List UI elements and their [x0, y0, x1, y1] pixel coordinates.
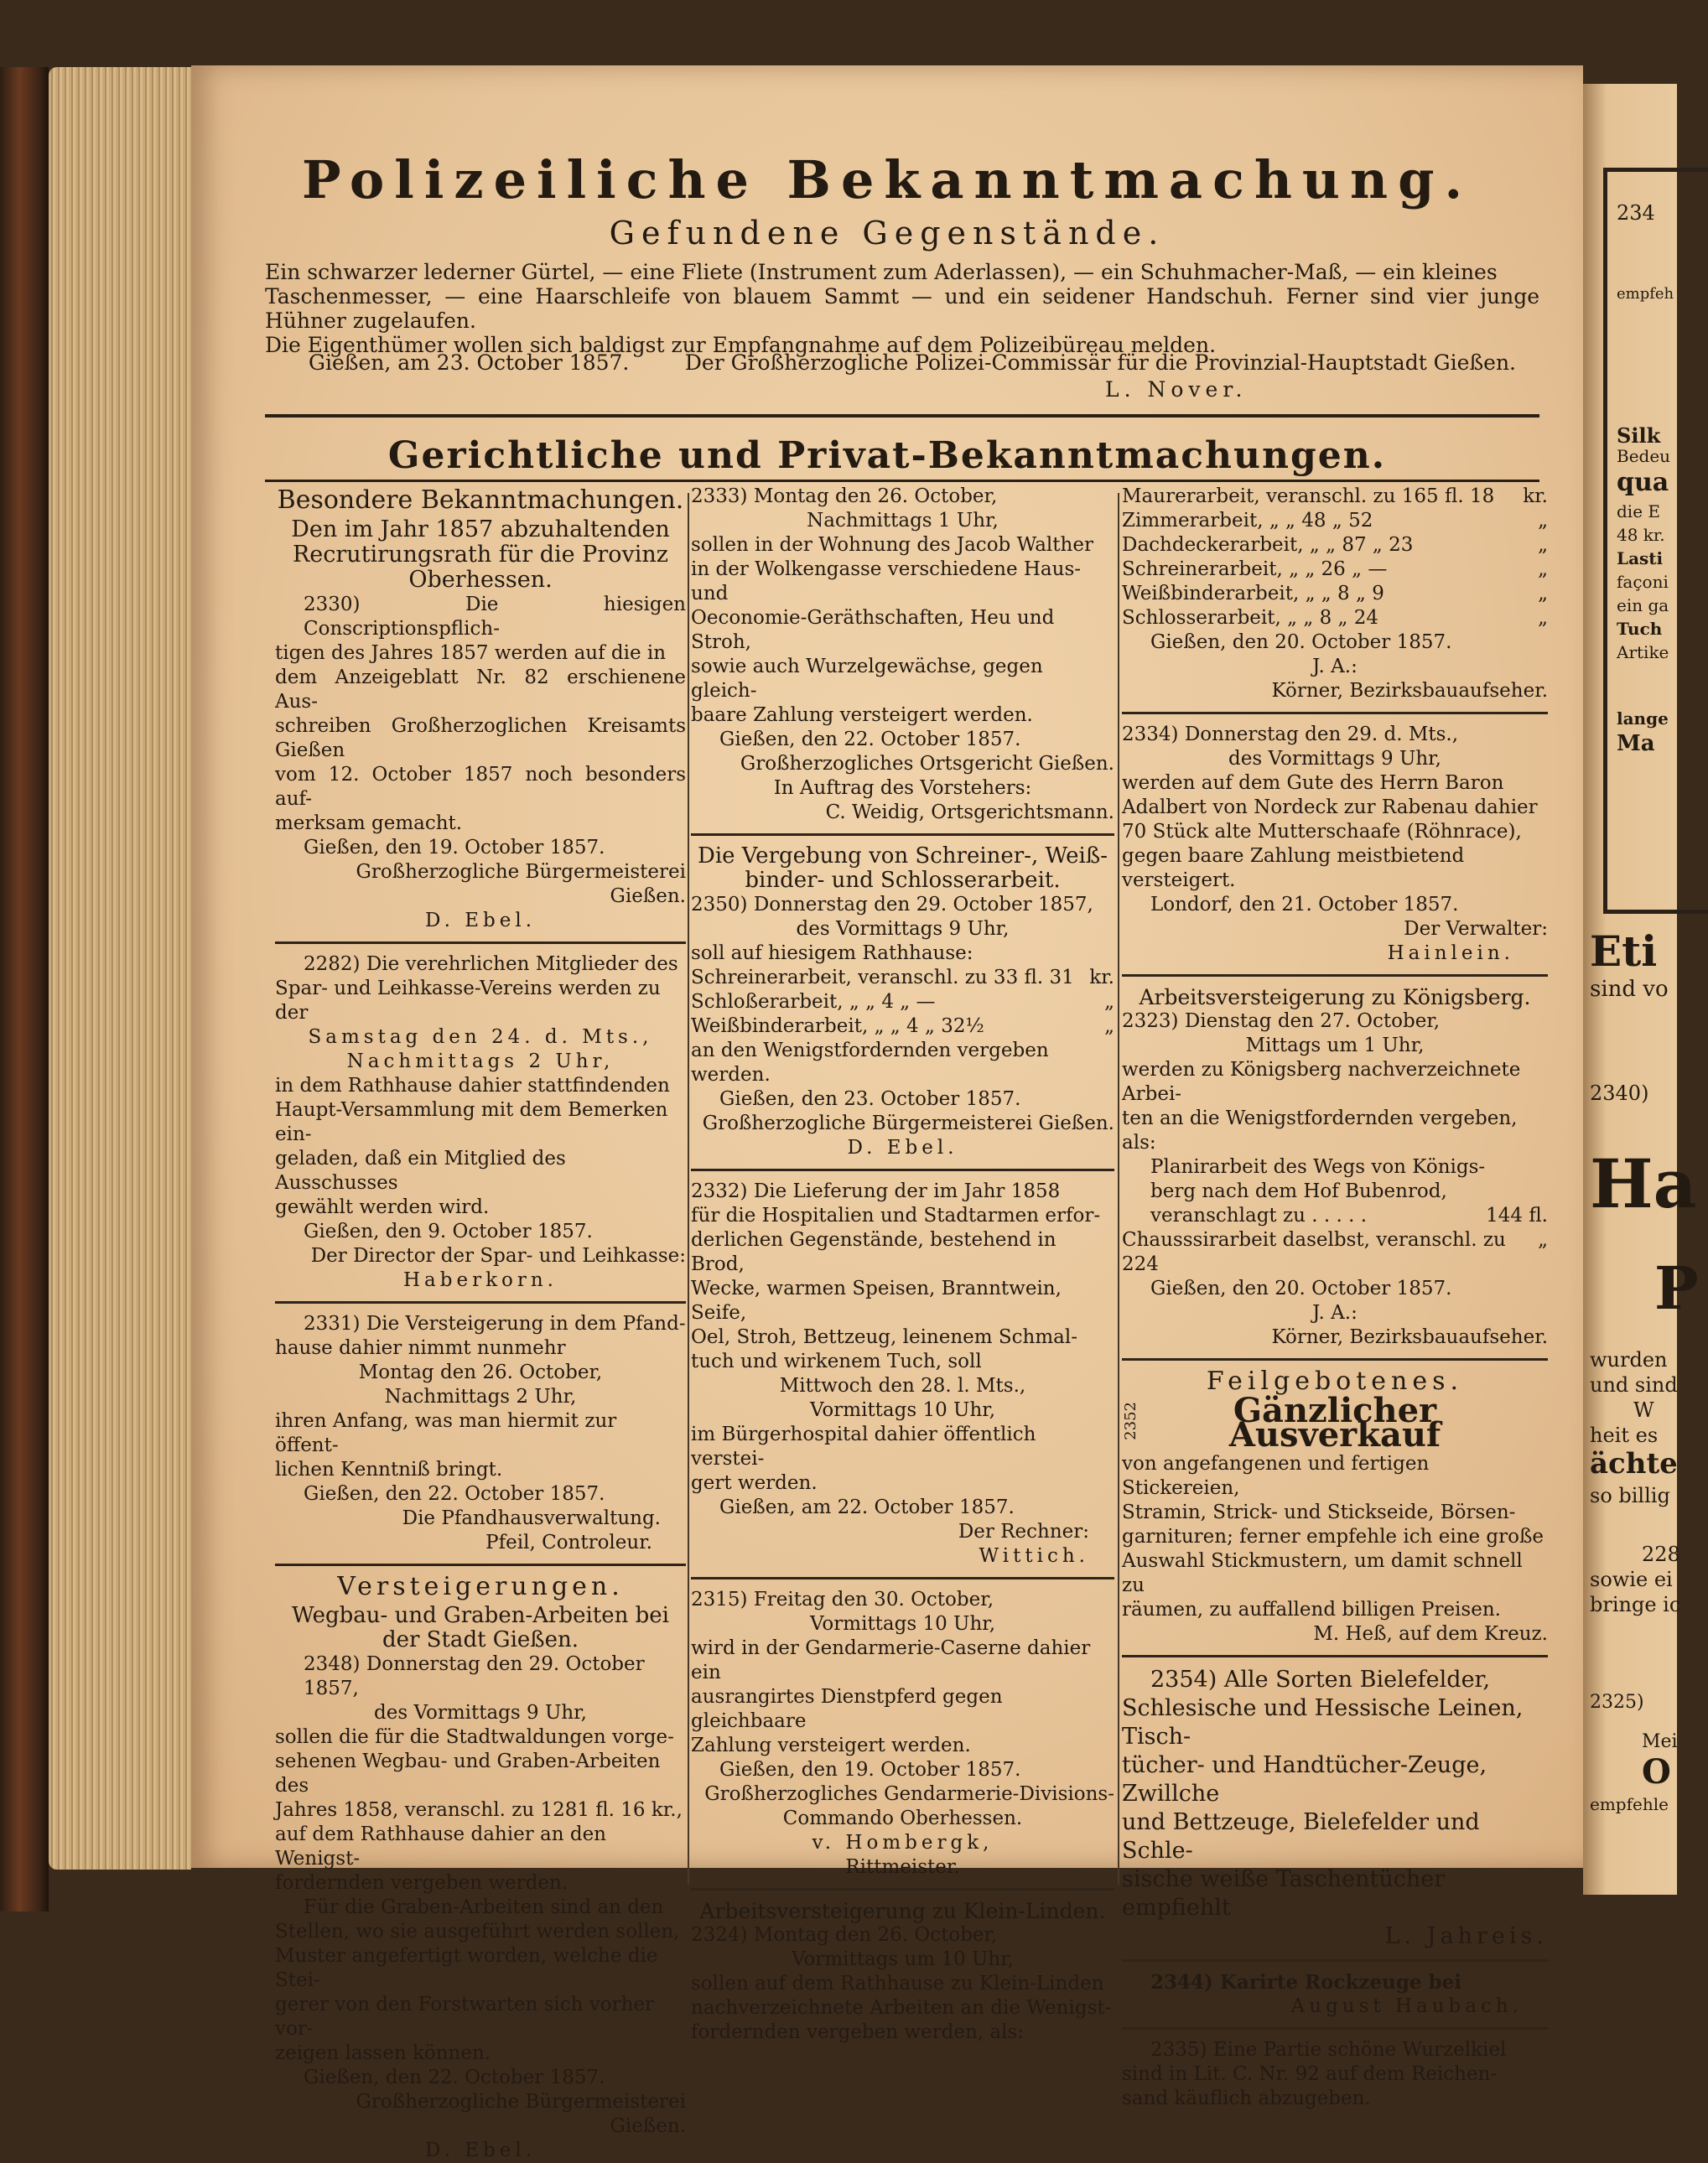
- notice-2354: [1122, 1666, 1548, 1951]
- facing-text: 2325): [1590, 1692, 1644, 1713]
- column-2: [691, 485, 1114, 2045]
- intro-line: Oberhessen.: [408, 567, 553, 593]
- divider: [275, 1564, 686, 1566]
- divider: [1122, 1358, 1548, 1361]
- notice-2333: [691, 485, 1114, 825]
- price-unit: kr.: [1523, 485, 1548, 507]
- authority-line: Großherzogliche Bürgermeisterei Gießen.: [702, 1113, 1114, 1134]
- authority-line: Großherzogliches Gendarmerie-Divisions-: [704, 1783, 1114, 1805]
- text-line: des Vormittags 9 Uhr,: [796, 918, 1010, 940]
- text-line: tuch und wirkenem Tuch, soll: [691, 1351, 982, 1372]
- text-line: Nachmittags 1 Uhr,: [807, 510, 999, 532]
- text-line: Jahres 1858, veranschl. zu 1281 fl. 16 kr.,: [275, 1799, 683, 1821]
- date-line: Gießen, den 20. October 1857.: [1150, 631, 1452, 653]
- text-line: Auswahl Stickmustern, um damit schnell zu: [1122, 1550, 1523, 1596]
- text-line: Nachmittags 2 Uhr,: [384, 1386, 577, 1408]
- signer-line: Körner, Bezirksbauaufseher.: [1271, 680, 1548, 702]
- signer-line: Pfeil, Controleur.: [485, 1532, 652, 1554]
- text-line: 2354) Alle Sorten Bielefelder,: [1150, 1667, 1491, 1693]
- authority-line: Der Verwalter:: [1404, 918, 1548, 940]
- text-line: 2344) Karirte Rockzeuge bei: [1150, 1971, 1462, 1994]
- price-unit: „: [1538, 607, 1548, 629]
- price-row: [1122, 606, 1548, 630]
- text-line: Samstag den 24. d. Mts.,: [308, 1026, 653, 1048]
- text-line: des Vormittags 9 Uhr,: [374, 1702, 587, 1724]
- text-line: ten an die Wenigstfordernden vergeben, als:: [1122, 1107, 1518, 1154]
- text-line: derlichen Gegenstände, bestehend in Brod,: [691, 1229, 1056, 1275]
- facing-text: Ha: [1590, 1144, 1697, 1223]
- text-line: 2282) Die verehrlichen Mitglieder des: [304, 953, 678, 975]
- text-line: Vormittags um 10 Uhr,: [791, 1948, 1015, 1970]
- signer-line: Rittmeister.: [845, 1856, 960, 1878]
- text-line: 2350) Donnerstag den 29. October 1857,: [691, 894, 1093, 916]
- text-line: Muster angefertigt worden, welche die Stei-: [275, 1945, 658, 1991]
- text-line: gert werden.: [691, 1472, 818, 1494]
- price-unit: „: [1104, 1015, 1114, 1037]
- price-unit: „: [1104, 991, 1114, 1013]
- divider: [691, 833, 1114, 836]
- text-line: sollen in der Wohnung des Jacob Walther: [691, 534, 1093, 556]
- divider: [275, 1301, 686, 1304]
- notice-2334: [1122, 723, 1548, 966]
- text-line: nachverzeichnete Arbeiten an die Wenigst-: [691, 1997, 1112, 2019]
- subheading: der Stadt Gießen.: [382, 1627, 579, 1652]
- text-line: Adalbert von Nordeck zur Rabenau dahier: [1122, 796, 1538, 818]
- notice-2350: [691, 893, 1114, 1160]
- column-rule: [688, 493, 689, 1885]
- notice-2331: [275, 1312, 686, 1555]
- versteigerungen-heading: Versteigerungen.: [337, 1572, 624, 1601]
- price-label: Schreinerarbeit, veranschl. zu 33 fl. 31: [691, 967, 1074, 988]
- text-line: lichen Kenntniß bringt.: [275, 1459, 503, 1481]
- facing-text: P: [1654, 1253, 1699, 1323]
- text-line: Nachmittags 2 Uhr,: [346, 1050, 615, 1072]
- text-line: Spar- und Leihkasse-Vereins werden zu der: [275, 978, 661, 1024]
- text-line: Zahlung versteigert werden.: [691, 1735, 971, 1756]
- text-line: von angefangenen und fertigen Stickereien,: [1122, 1453, 1430, 1499]
- price-row: [691, 990, 1114, 1014]
- facing-text: Mei: [1642, 1731, 1678, 1752]
- facing-text: ein ga: [1617, 595, 1669, 615]
- facing-text: 234: [1617, 201, 1655, 225]
- price-row: [691, 966, 1114, 990]
- text-line: auf dem Rathhause dahier an den Wenigst-: [275, 1823, 606, 1870]
- text-line: Wecke, warmen Speisen, Branntwein, Seife,: [691, 1278, 1062, 1324]
- text-line: 2315) Freitag den 30. October,: [691, 1589, 994, 1611]
- price-row: [691, 1014, 1114, 1039]
- text-line: 2333) Montag den 26. October,: [691, 485, 998, 507]
- feilgebotenes-heading: Feilgebotenes.: [1206, 1367, 1464, 1396]
- notice-2335: [1122, 2038, 1548, 2111]
- facing-text: Artike: [1617, 642, 1669, 662]
- date-line: Gießen, am 22. October 1857.: [719, 1496, 1015, 1518]
- text-line: für die Hospitalien und Stadtarmen erfor-: [691, 1205, 1101, 1227]
- text-line: fordernden vergeben werden.: [275, 1872, 568, 1894]
- text-line: sand käuflich abzugeben.: [1122, 2088, 1371, 2109]
- text-line: des Vormittags 9 Uhr,: [1228, 748, 1441, 770]
- notice-authority: Der Großherzogliche Polizei-Commissär für die Provinzial-Hauptstadt Gießen.: [684, 350, 1516, 375]
- price-label: Schloßerarbeit, „ „ 4 „ —: [691, 991, 936, 1013]
- divider: [1122, 712, 1548, 714]
- text-line: werden auf dem Gute des Herrn Baron: [1122, 772, 1504, 794]
- facing-text: sowie ei: [1590, 1568, 1673, 1591]
- text-line: sind in Lit. C. Nr. 92 auf dem Reichen-: [1122, 2063, 1498, 2085]
- facing-text: Eti: [1590, 926, 1658, 976]
- intro-line: Den im Jahr 1857 abzuhaltenden: [291, 516, 670, 542]
- authority-line: Die Pfandhausverwaltung.: [402, 1507, 661, 1529]
- date-line: Londorf, den 21. October 1857.: [1150, 894, 1459, 916]
- text-line: wird in der Gendarmerie-Caserne dahier ein: [691, 1637, 1091, 1683]
- section-title: Gerichtliche und Privat-Bekanntmachungen.: [387, 434, 1387, 477]
- price-row: [1122, 1204, 1548, 1228]
- header-divider: [265, 414, 1539, 418]
- authority-line: Großherzogliches Ortsgericht Gießen.: [740, 753, 1114, 775]
- text-line: soll auf hiesigem Rathhause:: [691, 942, 973, 964]
- notice-line: Ein schwarzer lederner Gürtel, — eine Fliete (Instrument zum Aderlassen), — ein Schuhmacher-Maß, — ein kleines: [265, 260, 1498, 284]
- signer-line: D. Ebel.: [424, 910, 537, 931]
- subheading: binder- und Schlosserarbeit.: [745, 868, 1061, 893]
- text-line: Mittwoch den 28. l. Mts.,: [779, 1375, 1026, 1397]
- subheading: Die Vergebung von Schreiner-, Weiß-: [697, 843, 1108, 869]
- facing-text: Tuch: [1617, 619, 1663, 639]
- signer-line: L. Jahreis.: [1384, 1923, 1548, 1949]
- text-line: 2348) Donnerstag den 29. October 1857,: [304, 1653, 645, 1699]
- text-line: fordernden vergeben werden, als:: [691, 2021, 1025, 2043]
- facing-text: die E: [1617, 501, 1660, 521]
- text-line: räumen, zu auffallend billigen Preisen.: [1122, 1599, 1501, 1621]
- police-notice: [265, 260, 1539, 357]
- facing-text: 48 kr.: [1617, 525, 1665, 545]
- notice-signer: L. Nover.: [1105, 377, 1248, 402]
- column-heading: Besondere Bekanntmachungen.: [277, 485, 684, 515]
- facing-text: empfeh: [1617, 285, 1674, 303]
- page-subtitle: Gefundene Gegenstände.: [609, 215, 1165, 252]
- facing-text: so billig: [1590, 1484, 1670, 1507]
- notice-2348: [275, 1652, 686, 2163]
- price-label: Weißbinderarbeit, „ „ 4 „ 32½: [691, 1015, 984, 1037]
- price-label: Schreinerarbeit, „ „ 26 „ —: [1122, 558, 1388, 580]
- signer-line: Körner, Bezirksbauaufseher.: [1271, 1326, 1548, 1348]
- signer-line: v. Hombergk,: [812, 1832, 994, 1854]
- page-edges: [49, 67, 191, 1870]
- notice-2315: [691, 1588, 1114, 1880]
- facing-text: bringe ic: [1590, 1593, 1681, 1616]
- signer-line: D. Ebel.: [424, 2140, 537, 2161]
- price-label: Maurerarbeit, veranschl. zu 165 fl. 18: [1122, 485, 1495, 507]
- text-line: dem Anzeigeblatt Nr. 82 erschienene Aus-: [275, 667, 686, 713]
- notice-line: Taschenmesser, — eine Haarschleife von blauem Sammt — und ein seidener Handschuh. Ferner sind vier junge Hühner zugelaufen.: [265, 284, 1539, 333]
- divider: [1122, 2027, 1548, 2030]
- signer-line: C. Weidig, Ortsgerichtsmann.: [825, 801, 1114, 823]
- text-line: sollen die für die Stadtwaldungen vorge-: [275, 1726, 674, 1748]
- facing-text: und sind: [1590, 1373, 1678, 1397]
- text-line: 2335) Eine Partie schöne Wurzelkiel: [1150, 2039, 1507, 2061]
- notice-signature-line: [309, 350, 1516, 375]
- text-line: ausrangirtes Dienstpferd gegen gleichbaare: [691, 1686, 1003, 1732]
- price-row: [1122, 1228, 1548, 1277]
- divider: [691, 1169, 1114, 1171]
- authority-line: Der Rechner:: [958, 1521, 1089, 1543]
- ad-headline: Gänzlicher Ausverkauf: [1228, 1391, 1441, 1455]
- facing-text: heit es: [1590, 1424, 1659, 1447]
- section-divider: [265, 480, 1539, 482]
- text-line: 2331) Die Versteigerung in dem Pfand-: [304, 1313, 686, 1335]
- facing-text: façoni: [1617, 572, 1669, 592]
- facing-text: Ma: [1617, 731, 1655, 756]
- ad-number: 2352: [1122, 1402, 1140, 1440]
- text-line: Vormittags 10 Uhr,: [809, 1613, 996, 1635]
- subheading: Arbeitsversteigerung zu Klein-Linden.: [699, 1899, 1106, 1923]
- authority-line: Der Director der Spar- und Leihkasse:: [310, 1245, 686, 1267]
- signer-line: Hainlein.: [1387, 942, 1514, 964]
- text-line: an den Wenigstfordernden vergeben werden.: [691, 1040, 1049, 1086]
- facing-text: 228: [1642, 1543, 1680, 1566]
- price-label: Dachdeckerarbeit, „ „ 87 „ 23: [1122, 534, 1414, 556]
- text-line: Stellen, wo sie ausgeführt werden sollen,: [275, 1921, 680, 1943]
- price-unit: „: [1538, 510, 1548, 532]
- text-line: im Bürgerhospital dahier öffentlich verstei-: [691, 1424, 1036, 1470]
- signer-line: M. Heß, auf dem Kreuz.: [1313, 1623, 1548, 1645]
- price-row: [1122, 485, 1548, 509]
- text-line: sollen auf dem Rathhause zu Klein-Linden: [691, 1973, 1104, 1994]
- facing-text: O: [1642, 1752, 1671, 1792]
- text-line: Für die Graben-Arbeiten sind an den: [304, 1896, 664, 1918]
- facing-text: Bedeu: [1617, 446, 1671, 466]
- text-line: sowie auch Wurzelgewächse, gegen gleich-: [691, 656, 1043, 702]
- signer-line: D. Ebel.: [847, 1137, 958, 1159]
- book-spine: [0, 67, 49, 1911]
- text-line: baare Zahlung versteigert werden.: [691, 704, 1033, 726]
- authority-line: Commando Oberhessen.: [782, 1808, 1023, 1829]
- text-line: gerer von den Forstwarten sich vorher vor-: [275, 1994, 655, 2040]
- date-line: Gießen, den 19. October 1857.: [719, 1759, 1021, 1781]
- price-unit: „: [1538, 583, 1548, 604]
- facing-text: sind vo: [1590, 977, 1669, 1002]
- price-unit: kr.: [1089, 967, 1114, 988]
- divider: [691, 1577, 1114, 1579]
- date-line: Gießen, den 9. October 1857.: [304, 1221, 593, 1242]
- facing-text: lange: [1617, 708, 1669, 729]
- subheading: Arbeitsversteigerung zu Königsberg.: [1139, 985, 1531, 1009]
- facing-page: [1583, 84, 1699, 1895]
- notice-2323: [1122, 985, 1548, 1350]
- intro-line: Recrutirungsrath für die Provinz: [292, 542, 669, 568]
- signer-line: August Haubach.: [1290, 1995, 1523, 2017]
- price-label: Weißbinderarbeit, „ „ 8 „ 9: [1122, 583, 1384, 604]
- text-line: 2330) Die hiesigen Conscriptionspflich-: [304, 594, 686, 640]
- text-line: 2332) Die Lieferung der im Jahr 1858: [691, 1180, 1061, 1202]
- price-value: 144 fl.: [1486, 1205, 1548, 1227]
- notice-line: Die Eigenthümer wollen sich baldigst zur Empfangnahme auf dem Polizeibüreau melden.: [265, 333, 1217, 357]
- ia-line: J. A.:: [1312, 1302, 1358, 1324]
- page-title: Polizeiliche Bekanntmachung.: [301, 149, 1473, 210]
- divider: [1122, 1959, 1548, 1962]
- facing-text: wurden: [1590, 1348, 1668, 1372]
- column-1: [275, 485, 686, 2163]
- notice-2282: [275, 952, 686, 1293]
- text-line: Mittags um 1 Uhr,: [1245, 1035, 1425, 1056]
- facing-text: Silk: [1617, 423, 1661, 448]
- divider: [691, 1888, 1114, 1891]
- price-unit: „: [1538, 534, 1548, 556]
- text-line: tücher- und Handtücher-Zeuge, Zwillche: [1122, 1752, 1487, 1807]
- facing-text: ächte: [1590, 1447, 1678, 1481]
- authority-line: In Auftrag des Vorstehers:: [773, 777, 1032, 799]
- authority-line: Großherzogliche Bürgermeisterei Gießen.: [356, 861, 686, 907]
- price-row: [1122, 582, 1548, 606]
- text-line: Oeconomie-Geräthschaften, Heu und Stroh,: [691, 607, 1055, 653]
- text-line: sische weiße Taschentücher empfiehlt: [1122, 1866, 1446, 1921]
- text-line: werden zu Königsberg nachverzeichnete Arbei-: [1122, 1059, 1521, 1105]
- text-line: Oel, Stroh, Bettzeug, leinenem Schmal-: [691, 1326, 1077, 1348]
- subheading: Wegbau- und Graben-Arbeiten bei: [292, 1603, 669, 1628]
- date-line: Gießen, den 23. October 1857.: [719, 1088, 1021, 1110]
- text-line: hause dahier nimmt nunmehr: [275, 1337, 566, 1359]
- text-line: und Bettzeuge, Bielefelder und Schle-: [1122, 1809, 1480, 1864]
- column-rule: [1118, 493, 1119, 1885]
- price-row: [1122, 509, 1548, 533]
- date-line: Gießen, den 22. October 1857.: [304, 2067, 605, 2088]
- notice-2324: [691, 1899, 1114, 2045]
- text-line: schreiben Großherzoglichen Kreisamts Gießen: [275, 715, 686, 761]
- price-label: Schlosserarbeit, „ „ 8 „ 24: [1122, 607, 1379, 629]
- notice-date: Gießen, am 23. October 1857.: [309, 350, 630, 375]
- text-line: Stramin, Strick- und Stickseide, Börsen-: [1122, 1502, 1516, 1523]
- text-line: in dem Rathhause dahier stattfindenden: [275, 1075, 670, 1097]
- facing-text: Lasti: [1617, 548, 1664, 568]
- date-line: Gießen, den 22. October 1857.: [719, 729, 1021, 750]
- price-label: veranschlagt zu . . . . .: [1150, 1205, 1368, 1227]
- text-line: Schlesische und Hessische Leinen, Tisch-: [1122, 1695, 1524, 1750]
- notice-2344: [1122, 1970, 1548, 2019]
- date-line: Gießen, den 22. October 1857.: [304, 1483, 605, 1505]
- price-label: Zimmerarbeit, „ „ 48 „ 52: [1122, 510, 1373, 532]
- facing-text: 2340): [1590, 1082, 1649, 1105]
- signer-line: Wittich.: [979, 1545, 1089, 1567]
- text-line: Planirarbeit des Wegs von Königs-: [1150, 1156, 1486, 1178]
- divider: [1122, 974, 1548, 977]
- ia-line: J. A.:: [1312, 656, 1358, 677]
- work-price-list: [1122, 485, 1548, 703]
- text-line: zeigen lassen können.: [275, 2042, 491, 2064]
- text-line: tigen des Jahres 1857 werden auf die in: [275, 642, 667, 664]
- text-line: Montag den 26. October,: [358, 1362, 603, 1383]
- price-row: [1122, 533, 1548, 558]
- divider: [1122, 1655, 1548, 1657]
- date-line: Gießen, den 20. October 1857.: [1150, 1278, 1452, 1299]
- text-line: 2324) Montag den 26. October,: [691, 1924, 998, 1946]
- notice-2352: [1122, 1391, 1548, 1647]
- text-line: 2334) Donnerstag den 29. d. Mts.,: [1122, 724, 1459, 745]
- newspaper-page: [191, 65, 1583, 2161]
- text-line: 70 Stück alte Mutterschaafe (Röhnrace),: [1122, 821, 1522, 843]
- signer-line: Haberkorn.: [402, 1269, 558, 1291]
- divider: [275, 941, 686, 944]
- notice-2332: [691, 1180, 1114, 1569]
- date-line: Gießen, den 19. October 1857.: [304, 837, 605, 858]
- text-line: vom 12. October 1857 noch besonders auf-: [275, 764, 686, 810]
- price-unit: „: [1538, 558, 1548, 580]
- price-label: Chausssirarbeit daselbst, veranschl. zu 224: [1122, 1229, 1506, 1275]
- text-line: sehenen Wegbau- und Graben-Arbeiten des: [275, 1751, 661, 1797]
- price-row: [1122, 558, 1548, 582]
- column-3: [1122, 485, 1548, 2111]
- text-line: gewählt werden wird.: [275, 1196, 490, 1218]
- text-line: merksam gemacht.: [275, 812, 463, 834]
- text-line: in der Wolkengasse verschiedene Haus- und: [691, 558, 1082, 604]
- text-line: garnituren; ferner empfehle ich eine große: [1122, 1526, 1544, 1548]
- text-line: ihren Anfang, was man hiermit zur öffent-: [275, 1410, 617, 1456]
- text-line: geladen, daß ein Mitglied des Ausschusses: [275, 1148, 566, 1194]
- facing-text: empfehle: [1590, 1794, 1669, 1814]
- facing-text: W: [1633, 1398, 1654, 1422]
- authority-line: Großherzogliche Bürgermeisterei Gießen.: [356, 2091, 686, 2137]
- notice-2330: [275, 593, 686, 933]
- price-unit: „: [1538, 1229, 1548, 1251]
- facing-text: qua: [1617, 468, 1669, 497]
- text-line: Vormittags 10 Uhr,: [809, 1399, 996, 1421]
- text-line: Haupt-Versammlung mit dem Bemerken ein-: [275, 1099, 668, 1145]
- text-line: berg nach dem Hof Bubenrod,: [1150, 1180, 1447, 1202]
- text-line: 2323) Dienstag den 27. October,: [1122, 1010, 1441, 1032]
- text-line: gegen baare Zahlung meistbietend versteigert.: [1122, 845, 1465, 891]
